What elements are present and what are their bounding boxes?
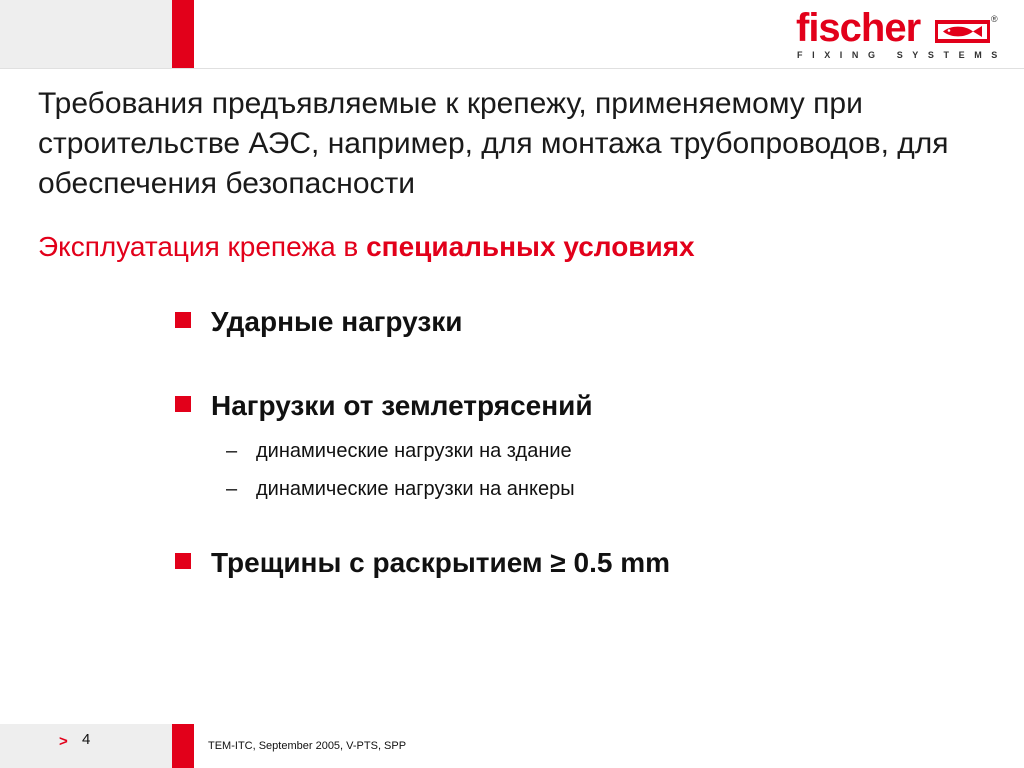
slide-subtitle [38, 229, 1018, 265]
bullet-text: Ударные нагрузки [211, 306, 463, 337]
subtitle-prefix: Эксплуатация крепежа в [38, 231, 367, 262]
bullet-cracks [175, 546, 670, 580]
logo-wordmark: fischer [796, 6, 921, 50]
page-number: 4 [82, 731, 91, 748]
subtitle-emphasis: специальных условиях [366, 231, 695, 262]
sub-bullet-building-loads [226, 438, 572, 464]
sub-bullet-text: динамические нагрузки на анкеры [256, 478, 575, 500]
bullet-text: Трещины с раскрытием ≥ 0.5 mm [211, 547, 671, 578]
bullet-square-icon [175, 312, 191, 328]
sub-bullet-anchor-loads [226, 476, 575, 502]
fish-icon [935, 20, 990, 43]
fischer-logo [796, 8, 1006, 64]
footer-arrow-icon: > [59, 733, 68, 750]
bullet-text: Нагрузки от землетрясений [211, 390, 593, 421]
logo-tagline: FIXING SYSTEMS [797, 50, 1007, 60]
bullet-earthquake-loads [175, 389, 593, 423]
bullet-square-icon [175, 553, 191, 569]
slide-title: Требования предъявляемые к крепежу, применяемому при строительстве АЭС, например, для монтажа трубопроводов, для обеспечения безопасности [38, 87, 949, 200]
footer-info: TEM-ITC, September 2005, V-PTS, SPP [208, 740, 407, 752]
sub-bullet-text: динамические нагрузки на здание [256, 440, 572, 462]
bullet-impact-loads [175, 305, 463, 339]
footer-accent-bar [172, 724, 194, 768]
dash-marker: – [226, 478, 238, 500]
header-divider [0, 68, 1024, 69]
header-accent-bar [172, 0, 194, 68]
dash-marker: – [226, 440, 238, 462]
bullet-square-icon [175, 396, 191, 412]
registered-mark: ® [991, 14, 998, 24]
